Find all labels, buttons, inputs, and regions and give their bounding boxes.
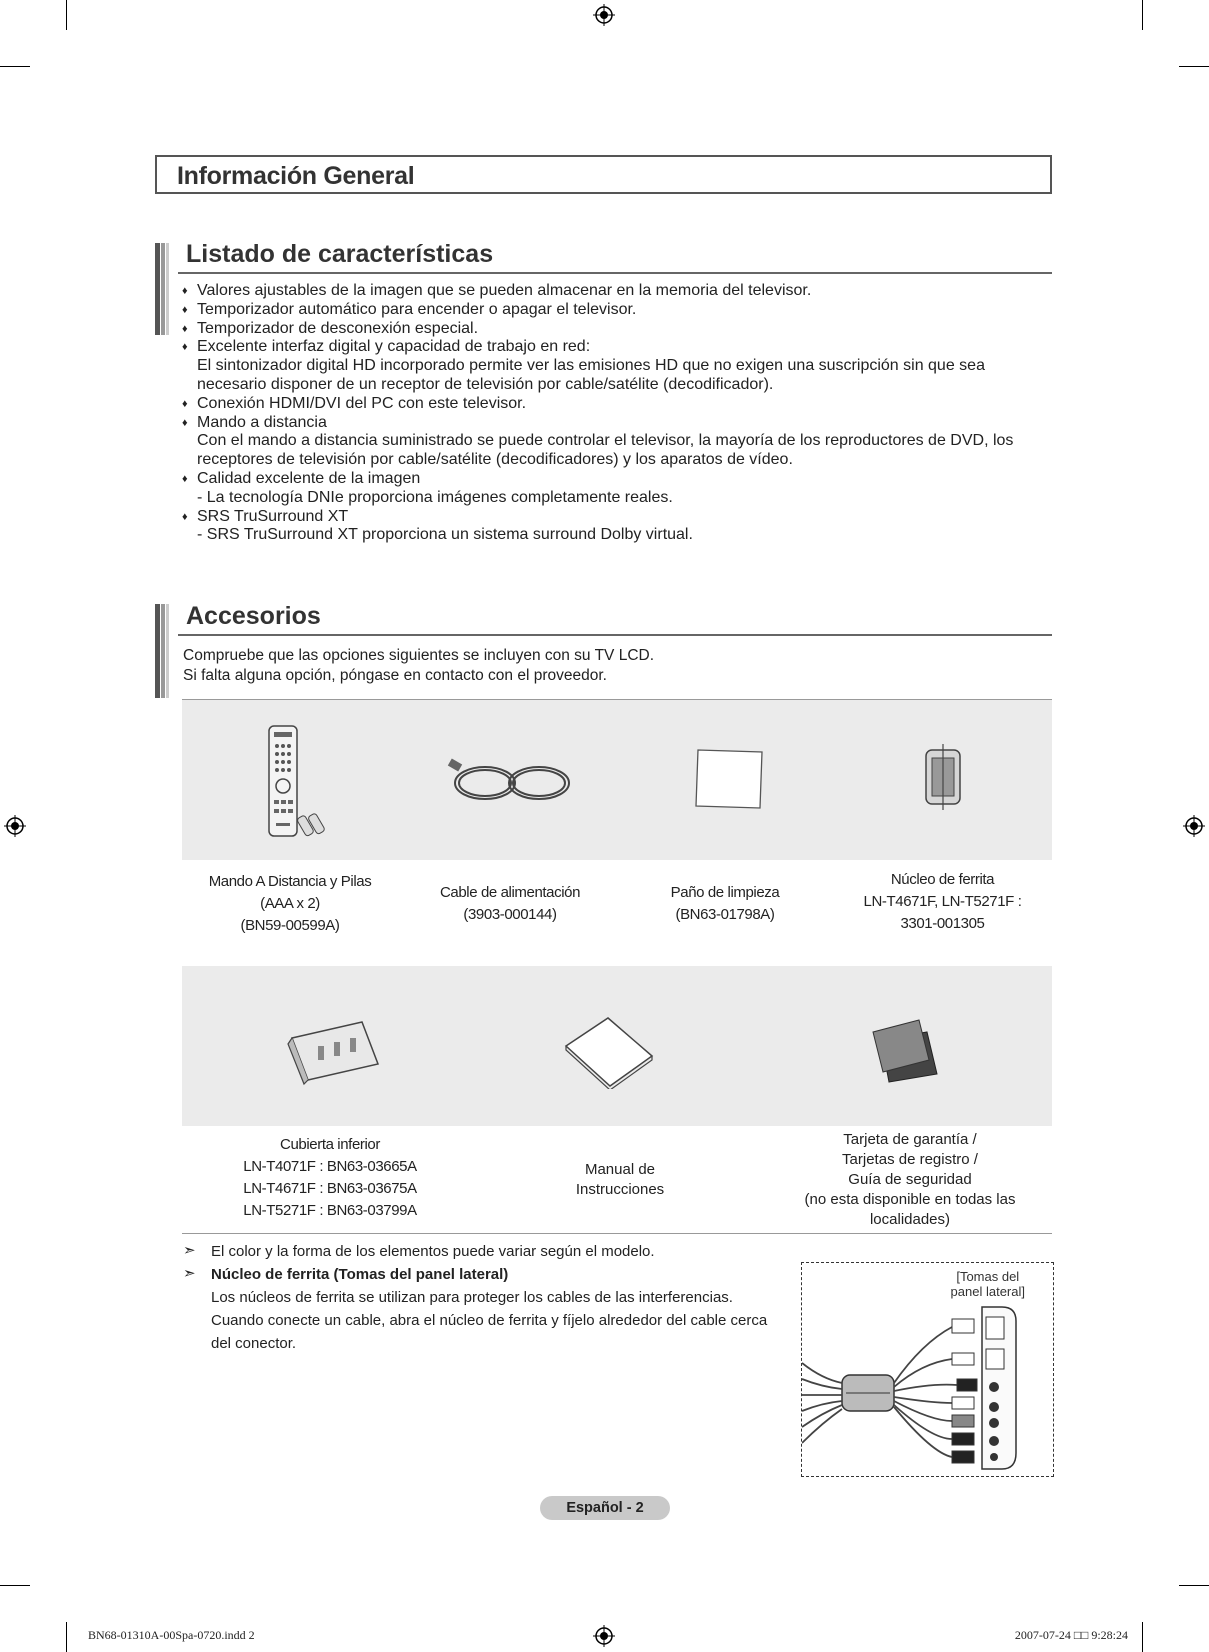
diagram-label [951, 1269, 1025, 1299]
ferrite-core-icon [922, 744, 964, 810]
diagram-label-line: [Tomas del [956, 1269, 1020, 1284]
accessories-intro [183, 646, 654, 686]
registration-mark-icon [593, 1625, 615, 1647]
feature-text: SRS TruSurround XT [197, 507, 349, 525]
accessory-line: (no esta disponible en todas las [804, 1191, 1016, 1208]
heading-rule [178, 272, 1052, 274]
crop-mark [1179, 66, 1209, 67]
crop-mark [66, 1622, 67, 1652]
feature-item [182, 414, 1062, 433]
accessory-line: Paño de limpieza [670, 884, 780, 901]
footer-datetime: 2007-07-24 □□ 9:28:24 [1014, 1628, 1128, 1642]
note-title: Núcleo de ferrita (Tomas del panel lateral) [211, 1266, 509, 1283]
feature-item [182, 301, 1062, 320]
accessory-line: Manual de [584, 1161, 656, 1178]
feature-text: Excelente interfaz digital y capacidad de trabajo en red: [197, 338, 591, 356]
note-line: del conector. [211, 1335, 297, 1352]
feature-detail: necesario disponer de un receptor de televisión por cable/satélite (decodificador). [197, 375, 774, 393]
feature-list [182, 282, 1062, 545]
note-line: Cuando conecte un cable, abra el núcleo de ferrita y fíjelo alrededor del cable cerca [211, 1312, 768, 1329]
note-arrow-icon: ➣ [183, 1265, 196, 1282]
accessory-line: Mando A Distancia y Pilas [208, 873, 372, 890]
section-marker-bar [155, 243, 175, 335]
accessory-line: (3903-000144) [463, 906, 557, 923]
accessory-line: 3301-001305 [900, 915, 985, 932]
warranty-cards-icon [867, 1016, 942, 1086]
accessory-remote [195, 871, 385, 937]
crop-mark [1142, 0, 1143, 30]
features-heading: Listado de características [186, 240, 494, 268]
accessories-image-panel [182, 966, 1052, 1126]
feature-detail: - La tecnología DNIe proporciona imágenes completamente reales. [197, 488, 673, 506]
note-body [211, 1286, 767, 1355]
feature-item [182, 338, 1062, 357]
feature-text: Mando a distancia [197, 413, 327, 431]
heading-rule [178, 634, 1052, 636]
accessories-image-panel [182, 700, 1052, 860]
crop-mark [1142, 1622, 1143, 1652]
accessory-line: (AAA x 2) [260, 895, 320, 912]
accessory-line: Guía de seguridad [848, 1171, 972, 1188]
accessory-line: Tarjeta de garantía / [843, 1131, 977, 1148]
bullet-icon: ♦ [182, 285, 188, 297]
crop-mark [1179, 1585, 1209, 1586]
feature-text: Temporizador automático para encender o apagar el televisor. [197, 300, 637, 318]
accessory-warranty-cards [790, 1130, 1030, 1230]
accessory-line: Núcleo de ferrita [890, 871, 995, 888]
accessory-line: (BN63-01798A) [675, 906, 775, 923]
page-number-badge: Español - 2 [540, 1496, 670, 1520]
feature-item [182, 395, 1062, 414]
diagram-label-line: panel lateral] [950, 1284, 1025, 1299]
registration-mark-icon [1183, 815, 1205, 837]
note-line: Los núcleos de ferrita se utilizan para proteger los cables de las interferencias. [211, 1289, 733, 1306]
feature-detail: receptores de televisión por cable/satélite (decodificadores) y los aparatos de vídeo. [197, 451, 793, 469]
note-text: El color y la forma de los elementos puede variar según el modelo. [211, 1243, 655, 1260]
bullet-icon: ♦ [182, 472, 188, 485]
feature-item [182, 470, 1062, 489]
feature-text: Conexión HDMI/DVI del PC con este televisor. [197, 394, 527, 412]
accessory-manual [540, 1160, 700, 1200]
power-cable-icon [447, 755, 577, 810]
ferrite-cable-diagram-icon [802, 1303, 1053, 1475]
feature-text: Valores ajustables de la imagen que se pueden almacenar en la memoria del televisor. [197, 282, 812, 299]
accessory-line: LN-T5271F : BN63-03799A [243, 1202, 417, 1219]
accessory-line: Cable de alimentación [439, 884, 581, 901]
registration-mark-icon [593, 4, 615, 26]
accessory-line: LN-T4671F, LN-T5271F : [863, 893, 1022, 910]
intro-line: Si falta alguna opción, póngase en contacto con el proveedor. [183, 667, 607, 684]
accessory-line: Tarjetas de registro / [842, 1151, 978, 1168]
divider [182, 1233, 1052, 1234]
accessory-power-cable [420, 882, 600, 926]
accessories-heading: Accesorios [186, 602, 321, 630]
feature-detail: El sintonizador digital HD incorporado permite ver las emisiones HD que no exigen una suscripción sin que sea [197, 357, 985, 375]
cleaning-cloth-icon [694, 746, 766, 812]
accessory-line: LN-T4071F : BN63-03665A [243, 1158, 417, 1175]
accessory-line: Cubierta inferior [280, 1136, 380, 1153]
note-arrow-icon: ➣ [183, 1242, 196, 1259]
feature-detail: - SRS TruSurround XT proporciona un sistema surround Dolby virtual. [197, 526, 693, 544]
feature-item [182, 320, 1062, 339]
crop-mark [66, 0, 67, 30]
crop-mark [0, 66, 30, 67]
accessory-bottom-cover [220, 1134, 440, 1222]
bullet-icon: ♦ [182, 416, 188, 429]
bullet-icon: ♦ [182, 510, 188, 523]
accessory-line: (BN59-00599A) [240, 917, 340, 934]
feature-item [182, 282, 1062, 301]
feature-item [182, 508, 1062, 527]
footer-filename: BN68-01310A-00Spa-0720.indd 2 [88, 1628, 255, 1642]
accessory-line: localidades) [869, 1211, 951, 1228]
feature-text: Calidad excelente de la imagen [197, 469, 421, 487]
bullet-icon: ♦ [182, 341, 188, 354]
registration-mark-icon [4, 815, 26, 837]
page-title: Información General [177, 162, 415, 190]
feature-detail: Con el mando a distancia suministrado se puede controlar el televisor, la mayoría de los reproductores de DVD, los [197, 432, 1014, 450]
bullet-icon: ♦ [182, 322, 188, 335]
bottom-cover-icon [282, 1016, 382, 1086]
intro-line: Compruebe que las opciones siguientes se incluyen con su TV LCD. [183, 647, 655, 664]
accessory-line: Instrucciones [575, 1181, 665, 1198]
side-panel-diagram [801, 1262, 1054, 1477]
manual-icon [562, 1014, 657, 1089]
section-header-box [155, 155, 1052, 194]
accessory-cleaning-cloth [640, 882, 810, 926]
bullet-icon: ♦ [182, 303, 188, 316]
bullet-icon: ♦ [182, 397, 188, 410]
accessory-line: LN-T4671F : BN63-03675A [243, 1180, 417, 1197]
remote-control-icon [267, 724, 329, 839]
accessory-ferrite-core [840, 869, 1045, 935]
section-marker-bar [155, 604, 175, 698]
feature-text: Temporizador de desconexión especial. [197, 319, 479, 337]
crop-mark [0, 1585, 30, 1586]
